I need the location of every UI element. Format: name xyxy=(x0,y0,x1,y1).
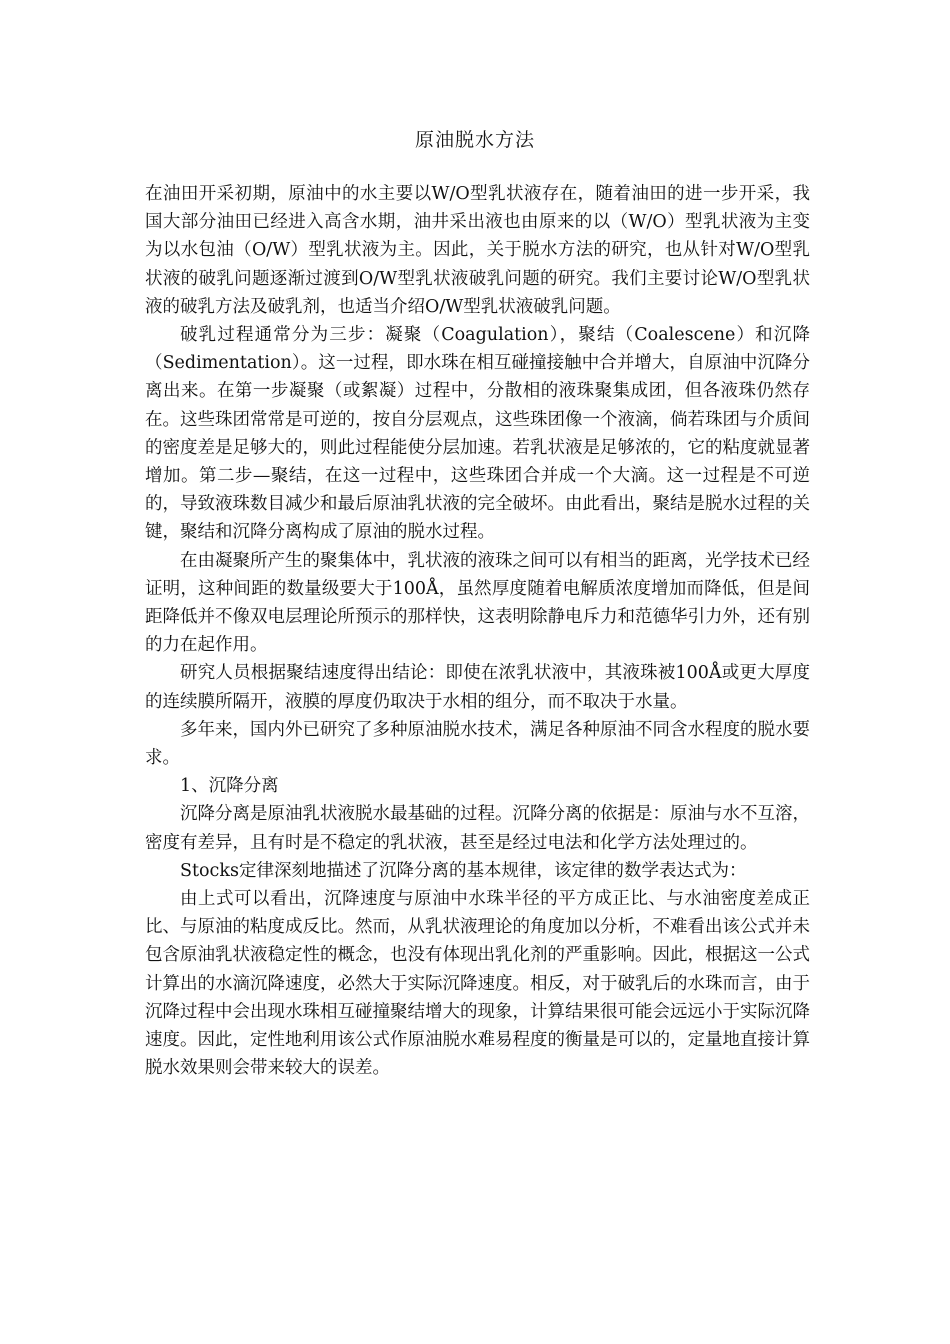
paragraph-stokes-law: Stocks定律深刻地描述了沉降分离的基本规律，该定律的数学表达式为： xyxy=(180,860,747,881)
section-heading-settling: 1、沉降分离 xyxy=(180,776,279,797)
document-body xyxy=(145,180,810,1083)
paragraph-dehydration-techniques: 多年来，国内外已研究了多种原油脱水技术，满足各种原油不同含水程度的脱水要求。 xyxy=(145,719,810,769)
paragraph-aggregate-distance: 在由凝聚所产生的聚集体中，乳状液的液珠之间可以有相当的距离，光学技术已经证明，这种间距的数量级要大于100Å，虽然厚度随着电解质浓度增加而降低，但是间距降低并不像双电层理论所预示的那样快，这表明除静电斥力和范德华引力外，还有别的力在起作用。 xyxy=(145,550,810,656)
paragraph-formula-analysis: 由上式可以看出，沉降速度与原油中水珠半径的平方成正比、与水油密度差成正比、与原油的粘度成反比。然而，从乳状液理论的角度加以分析，不难看出该公式并未包含原油乳状液稳定性的概念，也没有体现出乳化剂的严重影响。因此，根据这一公式计算出的水滴沉降速度，必然大于实际沉降速度。相反，对于破乳后的水珠而言，由于沉降过程中会出现水珠相互碰撞聚结增大的现象，计算结果很可能会远远小于实际沉降速度。因此，定性地利用该公式作原油脱水难易程度的衡量是可以的，定量地直接计算脱水效果则会带来较大的误差。 xyxy=(145,889,810,1079)
paragraph-coalescence-conclusion: 研究人员根据聚结速度得出结论：即使在浓乳状液中，其液珠被100Å或更大厚度的连续膜所隔开，液膜的厚度仍取决于水相的组分，而不取决于水量。 xyxy=(145,663,810,712)
paragraph-settling-basis: 沉降分离是原油乳状液脱水最基础的过程。沉降分离的依据是：原油与水不互溶，密度有差异，且有时是不稳定的乳状液，甚至是经过电法和化学方法处理过的。 xyxy=(145,804,810,853)
document-title: 原油脱水方法 xyxy=(414,129,535,151)
paragraph-intro: 在油田开采初期，原油中的水主要以W/O型乳状液存在，随着油田的进一步开采，我国大部分油田已经进入高含水期，油井采出液也由原来的以（W/O）型乳状液为主变为以水包油（O/W）型乳状液为主。因此，关于脱水方法的研究，也从针对W/O型乳状液的破乳问题逐渐过渡到O/W型乳状液破乳问题的研究。我们主要讨论W/O型乳状液的破乳方法及破乳剂，也适当介绍O/W型乳状液破乳问题。 xyxy=(145,184,810,317)
paragraph-demulsification-steps: 破乳过程通常分为三步：凝聚（Coagulation），聚结（Coalescene）和沉降（Sedimentation）。这一过程，即水珠在相互碰撞接触中合并增大，自原油中沉降分离出来。在第一步凝聚（或絮凝）过程中，分散相的液珠聚集成团，但各液珠仍然存在。这些珠团常常是可逆的，按自分层观点，这些珠团像一个液滴，倘若珠团与介质间的密度差是足够大的，则此过程能使分层加速。若乳状液是足够浓的，它的粘度就显著增加。第二步—聚结，在这一过程中，这些珠团合并成一个大滴。这一过程是不可逆的，导致液珠数目减少和最后原油乳状液的完全破坏。由此看出，聚结是脱水过程的关键，聚结和沉降分离构成了原油的脱水过程。 xyxy=(145,325,810,543)
